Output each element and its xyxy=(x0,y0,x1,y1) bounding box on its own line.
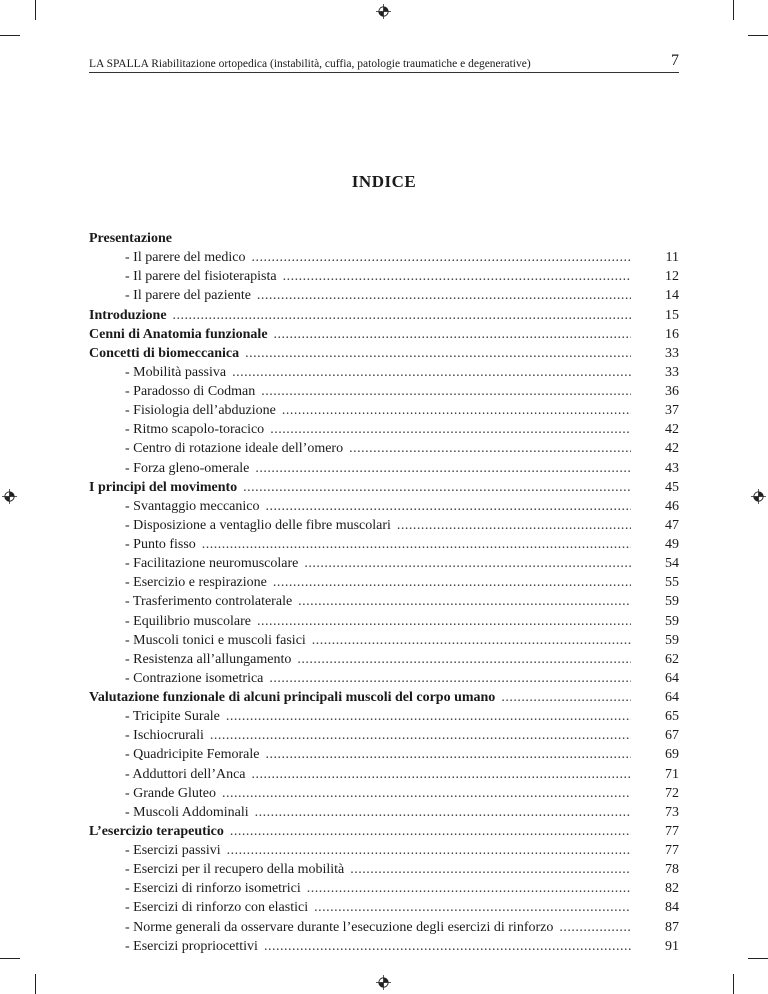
toc-page-number: 33 xyxy=(665,364,679,380)
registration-mark-top-icon xyxy=(376,4,391,19)
toc-entry xyxy=(89,937,679,956)
toc-dot-leader xyxy=(261,382,631,401)
toc-page-number: 46 xyxy=(665,498,679,514)
toc-page-number: 84 xyxy=(665,900,679,916)
toc-label: Presentazione xyxy=(89,231,172,246)
toc-page-number: 49 xyxy=(665,537,679,552)
toc-entry xyxy=(89,745,679,764)
toc-label: Cenni di Anatomia funzionale xyxy=(89,326,268,342)
toc-label: - Muscoli tonici e muscoli fasici xyxy=(125,632,306,648)
toc-page-number: 14 xyxy=(665,288,679,304)
toc-entry xyxy=(89,382,679,401)
toc-entry xyxy=(89,439,679,458)
toc-dot-leader xyxy=(264,937,631,956)
toc-dot-leader xyxy=(274,325,631,344)
toc-entry xyxy=(89,784,679,803)
toc-entry xyxy=(89,592,679,611)
toc-page-number: 71 xyxy=(665,766,679,782)
toc-page-number: 36 xyxy=(665,384,679,399)
toc-label: Concetti di biomeccanica xyxy=(89,345,240,361)
toc-entry xyxy=(89,879,679,898)
toc-label: I principi del movimento xyxy=(89,479,238,495)
toc-dot-leader xyxy=(501,688,631,707)
toc-entry xyxy=(89,650,679,669)
registration-mark-left-icon xyxy=(2,489,17,504)
toc-page-number: 91 xyxy=(665,938,679,954)
toc-label: - Contrazione isometrica xyxy=(125,670,264,686)
toc-page-number: 33 xyxy=(665,345,679,361)
toc-label: - Esercizi di rinforzo isometrici xyxy=(125,881,301,897)
toc-page-number: 73 xyxy=(665,804,679,820)
toc-dot-leader xyxy=(252,248,632,267)
toc-dot-leader xyxy=(314,898,631,917)
toc-label: - Esercizi di rinforzo con elastici xyxy=(125,900,309,916)
crop-mark-top-left-v xyxy=(35,0,36,20)
toc-dot-leader xyxy=(269,669,631,688)
toc-entry xyxy=(89,918,679,937)
crop-mark-top-left-h xyxy=(0,35,20,36)
toc-dot-leader xyxy=(227,841,631,860)
toc-label: - Facilitazione neuromuscolare xyxy=(125,556,299,572)
toc-label: - Esercizi passivi xyxy=(125,843,221,858)
toc-page-number: 72 xyxy=(665,785,679,801)
toc-label: - Trasferimento controlaterale xyxy=(125,594,293,610)
toc-page-number: 37 xyxy=(665,403,679,419)
toc-entry xyxy=(89,612,679,631)
toc-entry xyxy=(89,841,679,860)
toc-page-number: 54 xyxy=(665,556,679,572)
crop-mark-bottom-left-h xyxy=(0,958,20,959)
toc-dot-leader xyxy=(173,306,631,325)
toc-page-number: 64 xyxy=(665,670,679,686)
toc-label: - Quadricipite Femorale xyxy=(125,747,260,763)
toc-dot-leader xyxy=(222,784,631,803)
toc-entry xyxy=(89,535,679,554)
toc-entry xyxy=(89,898,679,917)
toc-page-number: 77 xyxy=(665,843,679,858)
toc-entry xyxy=(89,631,679,650)
toc-page-number: 45 xyxy=(665,479,679,495)
toc-label: - Esercizi per il recupero della mobilità xyxy=(125,862,345,878)
toc-page-number: 12 xyxy=(665,269,679,285)
toc-entry xyxy=(89,497,679,516)
toc-dot-leader xyxy=(298,592,631,611)
toc-page-number: 65 xyxy=(665,709,679,725)
toc-page-number: 64 xyxy=(665,690,679,705)
toc-label: - Il parere del medico xyxy=(125,250,246,266)
toc-page-number: 62 xyxy=(665,651,679,667)
crop-mark-bottom-right-v xyxy=(733,974,734,994)
toc-label: - Forza gleno-omerale xyxy=(125,460,250,476)
toc-entry xyxy=(89,554,679,573)
toc-label: - Norme generali da osservare durante l’esecuzione degli esercizi di rinforzo xyxy=(125,919,554,935)
toc-page-number: 59 xyxy=(665,613,679,629)
toc-page-number: 43 xyxy=(665,460,679,476)
toc-dot-leader xyxy=(232,363,631,382)
toc-label: - Punto fisso xyxy=(125,537,196,552)
toc-label: - Equilibrio muscolare xyxy=(125,613,251,629)
header-rule xyxy=(89,72,679,73)
toc-dot-leader xyxy=(257,612,631,631)
toc-dot-leader xyxy=(397,516,631,535)
toc-dot-leader xyxy=(255,803,631,822)
toc-dot-leader xyxy=(266,497,631,516)
toc-heading xyxy=(89,478,679,497)
toc-dot-leader xyxy=(350,860,631,879)
toc-dot-leader xyxy=(283,267,631,286)
toc-heading xyxy=(89,822,679,841)
toc-dot-leader xyxy=(297,650,631,669)
toc-page-number: 69 xyxy=(665,747,679,763)
toc-label: - Paradosso di Codman xyxy=(125,384,256,399)
toc-page-number: 42 xyxy=(665,422,679,438)
toc-dot-leader xyxy=(243,478,631,497)
toc-dot-leader xyxy=(252,765,631,784)
toc-label: - Esercizio e respirazione xyxy=(125,575,267,591)
toc-entry xyxy=(89,669,679,688)
toc-entry xyxy=(89,765,679,784)
toc-label: Valutazione funzionale di alcuni principali muscoli del corpo umano xyxy=(89,690,496,705)
toc-dot-leader xyxy=(304,554,631,573)
page-number: 7 xyxy=(671,52,679,69)
toc-page-number: 59 xyxy=(665,594,679,610)
toc-dot-leader xyxy=(349,439,631,458)
toc-label: - Ritmo scapolo-toracico xyxy=(125,422,265,438)
toc-dot-leader xyxy=(266,745,631,764)
crop-mark-top-right-h xyxy=(748,35,768,36)
toc-entry xyxy=(89,516,679,535)
toc-dot-leader xyxy=(210,726,631,745)
toc-page-number: 78 xyxy=(665,862,679,878)
toc-entry xyxy=(89,459,679,478)
toc-label: - Muscoli Addominali xyxy=(125,804,249,820)
toc-page-number: 47 xyxy=(665,517,679,533)
page-title: INDICE xyxy=(351,172,417,191)
toc-entry xyxy=(89,707,679,726)
toc-page-number: 55 xyxy=(665,575,679,591)
toc-heading xyxy=(89,229,679,248)
toc-entry xyxy=(89,363,679,382)
toc-page-number: 77 xyxy=(665,823,679,839)
toc-dot-leader xyxy=(226,707,631,726)
toc-label: - Mobilità passiva xyxy=(125,364,227,380)
toc-page-number: 59 xyxy=(665,632,679,648)
toc-label: - Resistenza all’allungamento xyxy=(125,651,292,667)
toc-label: - Fisiologia dell’abduzione xyxy=(125,403,276,419)
toc-page-number: 16 xyxy=(665,326,679,342)
toc-label: L’esercizio terapeutico xyxy=(89,823,224,839)
toc-entry xyxy=(89,286,679,305)
registration-mark-right-icon xyxy=(751,489,766,504)
toc-entry xyxy=(89,860,679,879)
toc-dot-leader xyxy=(282,401,631,420)
toc-heading xyxy=(89,344,679,363)
toc-label: - Disposizione a ventaglio delle fibre muscolari xyxy=(125,517,391,533)
toc-dot-leader xyxy=(257,286,631,305)
toc-dot-leader xyxy=(273,573,631,592)
toc-heading xyxy=(89,306,679,325)
toc-label: Introduzione xyxy=(89,307,167,323)
toc-label: - Svantaggio meccanico xyxy=(125,498,260,514)
crop-mark-bottom-right-h xyxy=(748,958,768,959)
toc-dot-leader xyxy=(312,631,631,650)
running-title: LA SPALLA Riabilitazione ortopedica (instabilità, cuffia, patologie traumatiche e degenerative) xyxy=(89,58,531,70)
running-header xyxy=(89,52,679,73)
toc-entry xyxy=(89,267,679,286)
toc-label: - Tricipite Surale xyxy=(125,709,220,725)
toc-dot-leader xyxy=(255,459,631,478)
crop-mark-bottom-left-v xyxy=(35,974,36,994)
toc-dot-leader xyxy=(270,420,631,439)
toc-dot-leader xyxy=(559,918,631,937)
toc-entry xyxy=(89,573,679,592)
toc-page-number: 67 xyxy=(665,728,679,744)
toc-page-number: 42 xyxy=(665,441,679,457)
toc-label: - Il parere del paziente xyxy=(125,288,251,304)
toc-dot-leader xyxy=(307,879,631,898)
toc-page-number: 82 xyxy=(665,881,679,897)
toc-dot-leader xyxy=(245,344,631,363)
toc-dot-leader xyxy=(230,822,631,841)
table-of-contents xyxy=(89,229,679,956)
toc-label: - Esercizi propriocettivi xyxy=(125,938,258,954)
toc-page-number: 87 xyxy=(665,919,679,935)
toc-page-number: 11 xyxy=(665,250,679,266)
toc-heading xyxy=(89,325,679,344)
toc-entry xyxy=(89,803,679,822)
toc-page-number: 15 xyxy=(665,307,679,323)
toc-heading xyxy=(89,688,679,707)
crop-mark-top-right-v xyxy=(733,0,734,20)
registration-mark-bottom-icon xyxy=(376,975,391,990)
toc-label: - Centro di rotazione ideale dell’omero xyxy=(125,441,344,457)
toc-label: - Adduttori dell’Anca xyxy=(125,766,246,782)
toc-entry xyxy=(89,248,679,267)
toc-dot-leader xyxy=(202,535,631,554)
toc-entry xyxy=(89,401,679,420)
toc-label: - Ischiocrurali xyxy=(125,728,204,744)
toc-label: - Il parere del fisioterapista xyxy=(125,269,277,285)
toc-label: - Grande Gluteo xyxy=(125,785,216,801)
toc-entry xyxy=(89,420,679,439)
toc-entry xyxy=(89,726,679,745)
